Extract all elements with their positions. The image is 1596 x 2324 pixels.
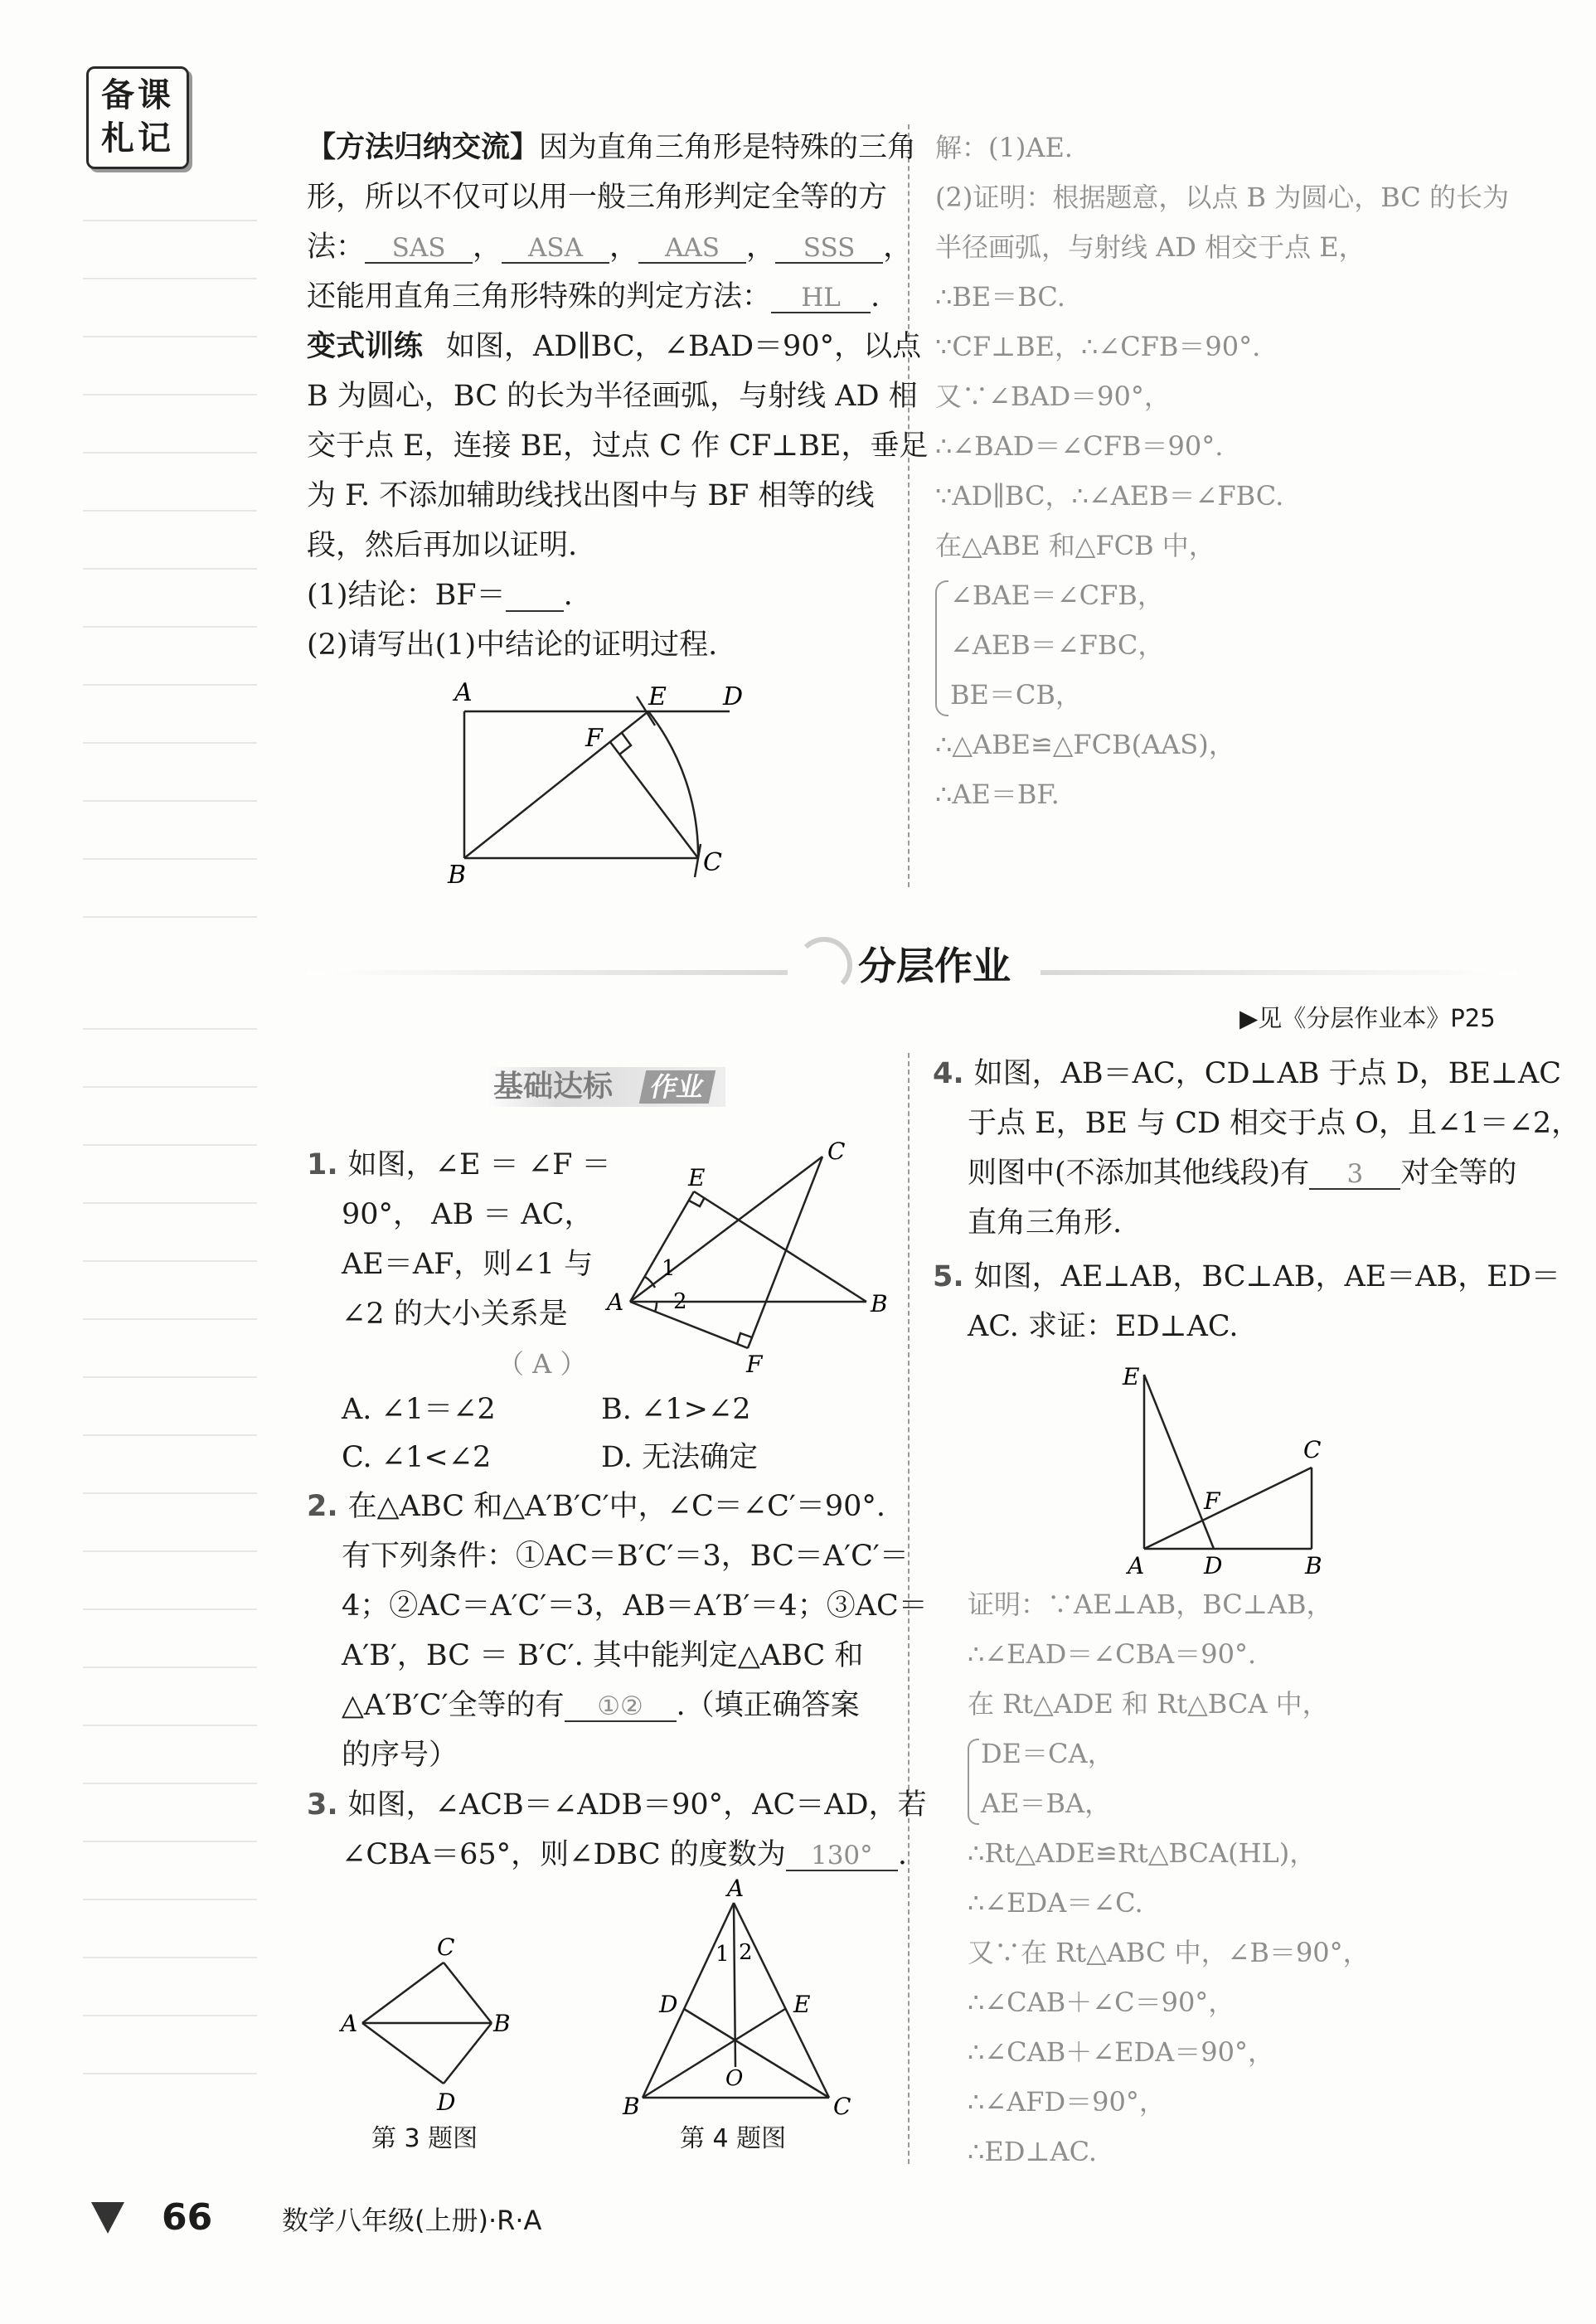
- solution-line: ∠AEB＝∠FBC，: [950, 629, 1165, 661]
- segment-db: [444, 2023, 492, 2084]
- right-angle-e: [689, 1197, 705, 1206]
- badge-top: 备课: [101, 76, 174, 114]
- label-b: B: [448, 861, 467, 890]
- p1-figure: [597, 1136, 895, 1385]
- p4-line-4: 直角三角形.: [968, 1206, 1123, 1240]
- proof-line: ∴Rt△ADE≌Rt△BCA(HL)，: [968, 1837, 1317, 1869]
- p4-line-1: 4. 如图，AB＝AC，CD⊥AB 于点 D，BE⊥AC: [933, 1057, 1562, 1090]
- segment-cf: [610, 742, 698, 858]
- question-1: (1)结论：BF＝ .: [307, 579, 573, 612]
- p5-figure: [1111, 1360, 1343, 1584]
- solution-line: ∵AD∥BC，∴∠AEB＝∠FBC.: [935, 480, 1284, 512]
- label-f: F: [746, 1351, 763, 1378]
- proof-line: AE＝BA，: [981, 1788, 1112, 1819]
- proof-line: ∴∠EAD＝∠CBA＝90°.: [968, 1638, 1257, 1670]
- proof-brace: [968, 1739, 979, 1825]
- solution-line: 在△ABE 和△FCB 中，: [935, 530, 1215, 561]
- proof-line: ∴ED⊥AC.: [968, 2136, 1098, 2167]
- p1-option-c: C. ∠1<∠2: [342, 1441, 492, 1474]
- segment-ao: [734, 1903, 735, 2067]
- solution-line: 解：(1)AE.: [935, 132, 1073, 163]
- blank-hl: HL: [771, 284, 871, 313]
- variant-line-1: 变式训练 如图，AD∥BC，∠BAD＝90°，以点: [307, 330, 922, 363]
- proof-line: ∴∠CAB＋∠EDA＝90°，: [968, 2036, 1274, 2068]
- blank-bf: [506, 582, 564, 612]
- blank-asa: ASA: [502, 234, 609, 264]
- page-number: 66: [162, 2196, 213, 2239]
- variant-line-4: 为 F. 不添加辅助线找出图中与 BF 相等的线: [307, 479, 875, 512]
- section-header-line-right: [1041, 970, 1517, 975]
- p2-number: 2.: [307, 1490, 338, 1523]
- solution-line: BE＝CB，: [950, 679, 1082, 711]
- proof-line: 在 Rt△ADE 和 Rt△BCA 中，: [968, 1688, 1329, 1720]
- p1-line-2: 90°， AB ＝ AC，: [342, 1198, 594, 1231]
- label-d: D: [1204, 1552, 1223, 1579]
- section-reference: ▶见《分层作业本》P25: [1239, 1004, 1496, 1032]
- p1-answer: （ A ）: [497, 1348, 587, 1380]
- label-a: A: [607, 1288, 624, 1316]
- blank-sss: SSS: [775, 234, 883, 264]
- label-a: A: [1128, 1552, 1145, 1579]
- p5-number: 5.: [933, 1260, 964, 1293]
- proof-line: 又∵在 Rt△ABC 中，∠B＝90°，: [968, 1937, 1370, 1968]
- p2-line-4: A′B′，BC ＝ B′C′. 其中能判定△ABC 和: [342, 1639, 864, 1672]
- badge-bottom: 札记: [101, 119, 174, 158]
- method-line-4: 还能用直角三角形特殊的判定方法： HL .: [307, 280, 880, 313]
- system-brace: [935, 580, 948, 716]
- variant-line-5: 段，然后再加以证明.: [307, 529, 578, 562]
- segment-ae: [630, 1191, 694, 1302]
- p1-line-1: 1. 如图，∠E ＝ ∠F ＝: [307, 1148, 611, 1181]
- arc-ec: [648, 711, 698, 858]
- label-f: F: [1204, 1487, 1220, 1515]
- segment-eb: [694, 1191, 866, 1302]
- basic-title: 基础达标: [493, 1070, 614, 1104]
- solution-line: 又∵∠BAD＝90°，: [935, 381, 1171, 412]
- blank-aas: AAS: [638, 234, 746, 264]
- proof-line: ∴∠AFD＝90°，: [968, 2086, 1166, 2118]
- p4-figure-caption: 第 4 题图: [680, 2124, 787, 2153]
- label-c: C: [827, 1138, 846, 1165]
- label-d: D: [659, 1991, 678, 2018]
- label-e: E: [793, 1991, 811, 2018]
- solution-line: ∴∠BAD＝∠CFB＝90°.: [935, 430, 1224, 462]
- variant-line-2: B 为圆心，BC 的长为半径画弧，与射线 AD 相: [307, 380, 918, 413]
- p2-line-5: △A′B′C′全等的有 ①② .（填正确答案: [342, 1689, 860, 1722]
- label-1: 1: [716, 1942, 730, 1967]
- segment-ac: [1144, 1468, 1312, 1549]
- margin-badge: [86, 66, 189, 169]
- label-c: C: [703, 848, 722, 877]
- label-2: 2: [673, 1289, 687, 1314]
- label-a: A: [454, 678, 473, 707]
- segment-cb: [444, 1963, 492, 2023]
- label-e: E: [688, 1164, 706, 1191]
- p5-line-1: 5. 如图，AE⊥AB，BC⊥AB，AE＝AB，ED＝: [933, 1260, 1560, 1293]
- label-c: C: [1303, 1436, 1322, 1463]
- label-b: B: [871, 1290, 888, 1317]
- solution-line: ∵CF⊥BE，∴∠CFB＝90°.: [935, 331, 1261, 362]
- label-d: D: [437, 2089, 456, 2116]
- label-e: E: [648, 682, 667, 711]
- solution-line: ∴AE＝BF.: [935, 779, 1060, 810]
- solution-line: 半径画弧，与射线 AD 相交于点 E，: [935, 231, 1366, 263]
- label-b: B: [493, 2010, 511, 2037]
- p3-number: 3.: [307, 1788, 338, 1822]
- segment-ad: [362, 2023, 444, 2084]
- p4-blank: 3: [1309, 1160, 1400, 1190]
- label-a: A: [727, 1878, 745, 1902]
- solution-line: (2)证明：根据题意，以点 B 为圆心，BC 的长为: [935, 182, 1509, 213]
- p2-line-3: 4；②AC＝A′C′＝3，AB＝A′B′＝4；③AC＝: [342, 1589, 928, 1623]
- label-a: A: [341, 2010, 358, 2037]
- proof-line: ∴∠CAB＋∠C＝90°，: [968, 1987, 1235, 2018]
- label-f: F: [585, 724, 603, 753]
- label-e: E: [1123, 1363, 1140, 1390]
- p3-blank: 130°: [786, 1841, 898, 1871]
- proof-line: ∴∠EDA＝∠C.: [968, 1887, 1143, 1919]
- segment-ac: [362, 1963, 444, 2023]
- p4-number: 4.: [933, 1057, 964, 1090]
- section-title: 分层作业: [858, 944, 1011, 988]
- label-c: C: [437, 1933, 455, 1961]
- label-1: 1: [662, 1256, 676, 1281]
- label-d: D: [723, 682, 744, 711]
- p4-line-3: 则图中(不添加其他线段)有 3 对全等的: [968, 1157, 1517, 1190]
- method-title: 【方法归纳交流】: [307, 131, 540, 164]
- p1-line-3: AE＝AF，则∠1 与: [342, 1248, 594, 1281]
- variant-figure: [431, 672, 763, 895]
- method-line-1: 【方法归纳交流】因为直角三角形是特殊的三角: [307, 131, 917, 164]
- p3-line-1: 3. 如图，∠ACB＝∠ADB＝90°，AC＝AD，若: [307, 1788, 927, 1822]
- solution-line: ∴BE＝BC.: [935, 281, 1065, 313]
- section-swirl-icon: [796, 937, 852, 993]
- solution-line: ∴△ABE≌△FCB(AAS)，: [935, 729, 1235, 760]
- variant-line-3: 交于点 E，连接 BE，过点 C 作 CF⊥BE，垂足: [307, 429, 929, 463]
- section-header-line-left: [307, 970, 788, 975]
- p3-figure: [336, 1932, 535, 2123]
- proof-line: 证明：∵AE⊥AB，BC⊥AB，: [968, 1589, 1333, 1620]
- blank-sas: SAS: [365, 234, 473, 264]
- label-b: B: [1305, 1552, 1322, 1579]
- angle-mark-2: [655, 1302, 657, 1312]
- p3-figure-caption: 第 3 题图: [371, 2124, 478, 2153]
- right-angle-mark: [619, 733, 631, 754]
- book-title: 数学八年级(上册)·R·A: [282, 2205, 542, 2236]
- label-b: B: [623, 2093, 640, 2120]
- solution-line: ∠BAE＝∠CFB，: [950, 580, 1164, 611]
- label-o: O: [725, 2066, 744, 2091]
- basic-heading: [485, 1067, 725, 1107]
- question-2: (2)请写出(1)中结论的证明过程.: [307, 628, 718, 662]
- p2-blank: ①②: [565, 1692, 677, 1722]
- label-c: C: [833, 2093, 851, 2120]
- p2-line-1: 2. 在△ABC 和△A′B′C′中，∠C＝∠C′＝90°.: [307, 1490, 885, 1523]
- segment-be: [464, 711, 648, 858]
- p3-line-2: ∠CBA＝65°，则∠DBC 的度数为 130° .: [342, 1838, 907, 1871]
- p5-line-2: AC. 求证：ED⊥AC.: [968, 1310, 1239, 1343]
- p4-line-2: 于点 E，BE 与 CD 相交于点 O，且∠1＝∠2，: [968, 1107, 1581, 1140]
- segment-ed: [1144, 1375, 1214, 1549]
- p1-option-b: B. ∠1>∠2: [601, 1393, 751, 1426]
- variant-title: 变式训练: [307, 330, 424, 363]
- method-line-2: 形，所以不仅可以用一般三角形判定全等的方: [307, 181, 888, 214]
- footer-mark-icon: [91, 2202, 124, 2234]
- p1-number: 1.: [307, 1148, 338, 1181]
- p1-option-a: A. ∠1＝∠2: [342, 1393, 496, 1426]
- basic-tag: 作业: [639, 1070, 716, 1104]
- label-2: 2: [739, 1940, 753, 1965]
- proof-line: DE＝CA，: [981, 1738, 1114, 1769]
- segment-af: [630, 1302, 748, 1348]
- p1-option-d: D. 无法确定: [601, 1441, 759, 1474]
- p2-line-6: 的序号）: [342, 1739, 458, 1772]
- p4-figure: [618, 1878, 875, 2127]
- method-line-3: 法： SAS ， ASA ， AAS ， SSS ，: [307, 230, 913, 264]
- p1-line-4: ∠2 的大小关系是: [342, 1298, 568, 1331]
- p2-line-2: 有下列条件：①AC＝B′C′＝3，BC＝A′C′＝: [342, 1540, 909, 1573]
